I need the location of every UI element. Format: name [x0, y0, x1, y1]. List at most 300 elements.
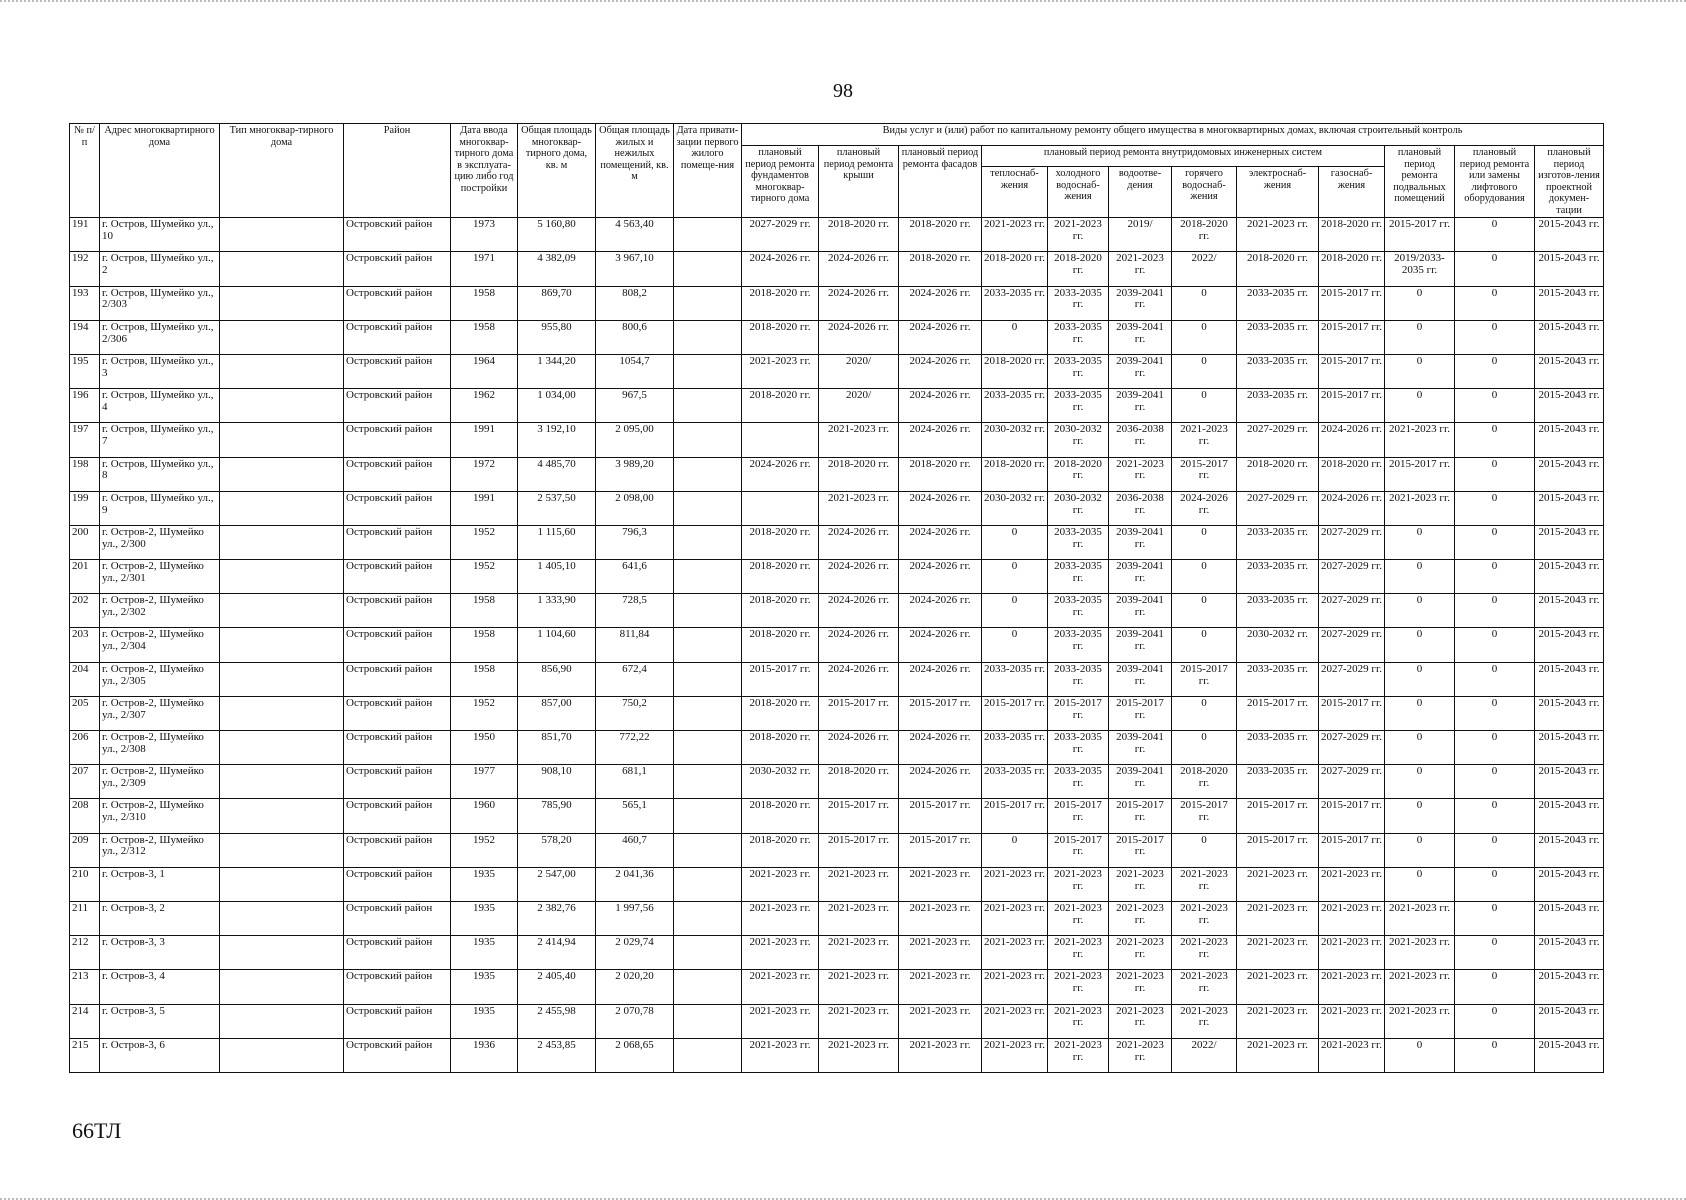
cell-type — [220, 799, 344, 833]
cell-address: г. Остров, Шумейко ул., 2/306 — [100, 320, 220, 354]
cell-sewerage: 2036-2038 гг. — [1109, 423, 1172, 457]
cell-elevator: 0 — [1455, 731, 1535, 765]
col-heating-header: теплоснаб-жения — [982, 167, 1048, 218]
cell-gas: 2027-2029 гг. — [1319, 731, 1385, 765]
cell-design-docs: 2015-2043 гг. — [1535, 696, 1604, 730]
cell-living-area: 772,22 — [596, 731, 674, 765]
cell-hot-water: 2018-2020 гг. — [1172, 218, 1237, 252]
col-sewerage-header: водоотве-дения — [1109, 167, 1172, 218]
col-address-header: Адрес многоквартирного дома — [100, 124, 220, 218]
cell-year: 1972 — [451, 457, 518, 491]
cell-type — [220, 901, 344, 935]
cell-facade: 2021-2023 гг. — [899, 970, 982, 1004]
cell-facade: 2024-2026 гг. — [899, 662, 982, 696]
page-number: 98 — [833, 80, 853, 102]
cell-total-area: 2 405,40 — [518, 970, 596, 1004]
cell-privatization — [674, 628, 742, 662]
cell-basement: 0 — [1385, 799, 1455, 833]
cell-type — [220, 1038, 344, 1072]
cell-electric: 2015-2017 гг. — [1237, 799, 1319, 833]
cell-sewerage: 2021-2023 гг. — [1109, 252, 1172, 286]
cell-facade: 2021-2023 гг. — [899, 901, 982, 935]
cell-electric: 2033-2035 гг. — [1237, 389, 1319, 423]
cell-design-docs: 2015-2043 гг. — [1535, 457, 1604, 491]
cell-heating: 2033-2035 гг. — [982, 286, 1048, 320]
cell-district: Островский район — [344, 525, 451, 559]
cell-basement: 0 — [1385, 662, 1455, 696]
cell-basement: 0 — [1385, 1038, 1455, 1072]
cell-year: 1952 — [451, 525, 518, 559]
cell-elevator: 0 — [1455, 628, 1535, 662]
table-row — [70, 1004, 1604, 1038]
cell-design-docs: 2015-2043 гг. — [1535, 936, 1604, 970]
cell-cold-water: 2033-2035 гг. — [1048, 628, 1109, 662]
cell-design-docs: 2015-2043 гг. — [1535, 662, 1604, 696]
cell-num: 193 — [70, 286, 100, 320]
cell-elevator: 0 — [1455, 560, 1535, 594]
cell-sewerage: 2021-2023 гг. — [1109, 901, 1172, 935]
cell-basement: 0 — [1385, 594, 1455, 628]
cell-privatization — [674, 901, 742, 935]
cell-electric: 2015-2017 гг. — [1237, 696, 1319, 730]
cell-num: 195 — [70, 354, 100, 388]
cell-total-area: 2 453,85 — [518, 1038, 596, 1072]
cell-hot-water: 2021-2023 гг. — [1172, 867, 1237, 901]
cell-num: 203 — [70, 628, 100, 662]
table-row — [70, 525, 1604, 559]
cell-living-area: 800,6 — [596, 320, 674, 354]
cell-district: Островский район — [344, 936, 451, 970]
table-row — [70, 867, 1604, 901]
cell-total-area: 4 485,70 — [518, 457, 596, 491]
cell-facade: 2015-2017 гг. — [899, 799, 982, 833]
cell-year: 1971 — [451, 252, 518, 286]
cell-gas: 2024-2026 гг. — [1319, 423, 1385, 457]
cell-gas: 2027-2029 гг. — [1319, 594, 1385, 628]
cell-hot-water: 0 — [1172, 560, 1237, 594]
cell-year: 1964 — [451, 354, 518, 388]
cell-living-area: 2 070,78 — [596, 1004, 674, 1038]
cell-sewerage: 2021-2023 гг. — [1109, 867, 1172, 901]
col-gas-header: газоснаб-жения — [1319, 167, 1385, 218]
cell-living-area: 967,5 — [596, 389, 674, 423]
cell-sewerage: 2021-2023 гг. — [1109, 936, 1172, 970]
table-row — [70, 286, 1604, 320]
cell-facade: 2024-2026 гг. — [899, 423, 982, 457]
cell-foundation: 2018-2020 гг. — [742, 594, 819, 628]
cell-type — [220, 286, 344, 320]
cell-cold-water: 2033-2035 гг. — [1048, 525, 1109, 559]
table-row — [70, 320, 1604, 354]
cell-year: 1958 — [451, 286, 518, 320]
cell-heating: 2021-2023 гг. — [982, 1038, 1048, 1072]
cell-district: Островский район — [344, 423, 451, 457]
cell-electric: 2015-2017 гг. — [1237, 833, 1319, 867]
cell-elevator: 0 — [1455, 696, 1535, 730]
cell-design-docs: 2015-2043 гг. — [1535, 1004, 1604, 1038]
cell-gas: 2021-2023 гг. — [1319, 867, 1385, 901]
table-row — [70, 696, 1604, 730]
cell-total-area: 2 455,98 — [518, 1004, 596, 1038]
cell-foundation: 2021-2023 гг. — [742, 1038, 819, 1072]
cell-electric: 2033-2035 гг. — [1237, 765, 1319, 799]
cell-type — [220, 457, 344, 491]
cell-sewerage: 2039-2041 гг. — [1109, 320, 1172, 354]
cell-living-area: 1054,7 — [596, 354, 674, 388]
cell-heating: 2015-2017 гг. — [982, 696, 1048, 730]
cell-sewerage: 2039-2041 гг. — [1109, 628, 1172, 662]
cell-num: 212 — [70, 936, 100, 970]
cell-basement: 0 — [1385, 389, 1455, 423]
cell-facade: 2024-2026 гг. — [899, 525, 982, 559]
cell-year: 1977 — [451, 765, 518, 799]
cell-address: г. Остров-3, 5 — [100, 1004, 220, 1038]
col-cold-water-header: холодного водоснаб-жения — [1048, 167, 1109, 218]
cell-elevator: 0 — [1455, 286, 1535, 320]
cell-type — [220, 320, 344, 354]
table-row — [70, 389, 1604, 423]
cell-gas: 2027-2029 гг. — [1319, 765, 1385, 799]
cell-district: Островский район — [344, 1004, 451, 1038]
col-roof-header: плановый период ремонта крыши — [819, 146, 899, 218]
cell-living-area: 796,3 — [596, 525, 674, 559]
cell-gas: 2027-2029 гг. — [1319, 628, 1385, 662]
cell-cold-water: 2018-2020 гг. — [1048, 457, 1109, 491]
cell-foundation: 2024-2026 гг. — [742, 252, 819, 286]
cell-num: 194 — [70, 320, 100, 354]
cell-district: Островский район — [344, 628, 451, 662]
cell-roof: 2020/ — [819, 389, 899, 423]
cell-roof: 2024-2026 гг. — [819, 628, 899, 662]
table-row — [70, 799, 1604, 833]
cell-foundation: 2018-2020 гг. — [742, 799, 819, 833]
cell-facade: 2024-2026 гг. — [899, 389, 982, 423]
cell-gas: 2021-2023 гг. — [1319, 970, 1385, 1004]
cell-gas: 2027-2029 гг. — [1319, 560, 1385, 594]
cell-type — [220, 696, 344, 730]
cell-hot-water: 2022/ — [1172, 1038, 1237, 1072]
cell-address: г. Остров-2, Шумейко ул., 2/309 — [100, 765, 220, 799]
cell-type — [220, 628, 344, 662]
cell-foundation: 2021-2023 гг. — [742, 936, 819, 970]
cell-privatization — [674, 662, 742, 696]
cell-address: г. Остров-2, Шумейко ул., 2/310 — [100, 799, 220, 833]
cell-type — [220, 560, 344, 594]
cell-electric: 2030-2032 гг. — [1237, 628, 1319, 662]
cell-basement: 0 — [1385, 320, 1455, 354]
cell-heating: 2021-2023 гг. — [982, 867, 1048, 901]
cell-year: 1962 — [451, 389, 518, 423]
cell-year: 1952 — [451, 833, 518, 867]
col-design-docs-header: плановый период изготов-ления проектной докумен-тации — [1535, 146, 1604, 218]
cell-hot-water: 0 — [1172, 696, 1237, 730]
cell-sewerage: 2039-2041 гг. — [1109, 765, 1172, 799]
cell-hot-water: 0 — [1172, 594, 1237, 628]
cell-elevator: 0 — [1455, 799, 1535, 833]
cell-design-docs: 2015-2043 гг. — [1535, 731, 1604, 765]
cell-foundation: 2021-2023 гг. — [742, 901, 819, 935]
cell-num: 213 — [70, 970, 100, 1004]
cell-roof: 2021-2023 гг. — [819, 1004, 899, 1038]
capital-repair-table — [69, 123, 1604, 1073]
table-row — [70, 765, 1604, 799]
cell-elevator: 0 — [1455, 765, 1535, 799]
cell-elevator: 0 — [1455, 389, 1535, 423]
cell-num: 197 — [70, 423, 100, 457]
cell-design-docs: 2015-2043 гг. — [1535, 252, 1604, 286]
scan-edge-top — [0, 0, 1686, 6]
cell-cold-water: 2021-2023 гг. — [1048, 1004, 1109, 1038]
cell-type — [220, 936, 344, 970]
cell-foundation: 2018-2020 гг. — [742, 833, 819, 867]
cell-roof: 2021-2023 гг. — [819, 491, 899, 525]
cell-address: г. Остров-2, Шумейко ул., 2/312 — [100, 833, 220, 867]
cell-cold-water: 2021-2023 гг. — [1048, 970, 1109, 1004]
cell-design-docs: 2015-2043 гг. — [1535, 560, 1604, 594]
cell-total-area: 1 333,90 — [518, 594, 596, 628]
cell-hot-water: 2021-2023 гг. — [1172, 901, 1237, 935]
cell-address: г. Остров, Шумейко ул., 7 — [100, 423, 220, 457]
cell-gas: 2024-2026 гг. — [1319, 491, 1385, 525]
cell-elevator: 0 — [1455, 525, 1535, 559]
cell-total-area: 4 382,09 — [518, 252, 596, 286]
cell-type — [220, 731, 344, 765]
cell-heating: 2021-2023 гг. — [982, 218, 1048, 252]
cell-privatization — [674, 525, 742, 559]
cell-hot-water: 0 — [1172, 731, 1237, 765]
cell-gas: 2018-2020 гг. — [1319, 252, 1385, 286]
col-hot-water-header: горячего водоснаб-жения — [1172, 167, 1237, 218]
cell-foundation: 2015-2017 гг. — [742, 662, 819, 696]
cell-num: 198 — [70, 457, 100, 491]
cell-elevator: 0 — [1455, 252, 1535, 286]
cell-heating: 2030-2032 гг. — [982, 491, 1048, 525]
cell-foundation: 2027-2029 гг. — [742, 218, 819, 252]
table-row — [70, 936, 1604, 970]
cell-roof: 2021-2023 гг. — [819, 1038, 899, 1072]
cell-total-area: 1 344,20 — [518, 354, 596, 388]
cell-heating: 0 — [982, 594, 1048, 628]
cell-address: г. Остров-3, 6 — [100, 1038, 220, 1072]
cell-year: 1935 — [451, 936, 518, 970]
cell-heating: 0 — [982, 560, 1048, 594]
cell-total-area: 955,80 — [518, 320, 596, 354]
cell-privatization — [674, 594, 742, 628]
cell-elevator: 0 — [1455, 662, 1535, 696]
cell-hot-water: 2018-2020 гг. — [1172, 765, 1237, 799]
cell-living-area: 460,7 — [596, 833, 674, 867]
cell-type — [220, 970, 344, 1004]
cell-electric: 2021-2023 гг. — [1237, 867, 1319, 901]
cell-electric: 2018-2020 гг. — [1237, 457, 1319, 491]
cell-design-docs: 2015-2043 гг. — [1535, 765, 1604, 799]
cell-cold-water: 2033-2035 гг. — [1048, 560, 1109, 594]
table-row — [70, 731, 1604, 765]
cell-privatization — [674, 765, 742, 799]
cell-address: г. Остров, Шумейко ул., 4 — [100, 389, 220, 423]
cell-cold-water: 2030-2032 гг. — [1048, 423, 1109, 457]
cell-design-docs: 2015-2043 гг. — [1535, 970, 1604, 1004]
cell-design-docs: 2015-2043 гг. — [1535, 320, 1604, 354]
cell-year: 1935 — [451, 901, 518, 935]
cell-electric: 2021-2023 гг. — [1237, 901, 1319, 935]
cell-facade: 2021-2023 гг. — [899, 1004, 982, 1038]
cell-heating: 0 — [982, 628, 1048, 662]
cell-basement: 2021-2023 гг. — [1385, 936, 1455, 970]
table-row — [70, 833, 1604, 867]
cell-privatization — [674, 252, 742, 286]
col-foundation-header: плановый период ремонта фундаментов многоквар-тирного дома — [742, 146, 819, 218]
cell-cold-water: 2018-2020 гг. — [1048, 252, 1109, 286]
cell-facade: 2024-2026 гг. — [899, 765, 982, 799]
cell-living-area: 2 041,36 — [596, 867, 674, 901]
cell-design-docs: 2015-2043 гг. — [1535, 389, 1604, 423]
cell-living-area: 2 098,00 — [596, 491, 674, 525]
cell-gas: 2015-2017 гг. — [1319, 354, 1385, 388]
cell-elevator: 0 — [1455, 594, 1535, 628]
cell-basement: 2021-2023 гг. — [1385, 901, 1455, 935]
cell-electric: 2021-2023 гг. — [1237, 218, 1319, 252]
table-row — [70, 970, 1604, 1004]
cell-total-area: 578,20 — [518, 833, 596, 867]
cell-foundation — [742, 491, 819, 525]
cell-type — [220, 594, 344, 628]
cell-total-area: 5 160,80 — [518, 218, 596, 252]
cell-basement: 0 — [1385, 731, 1455, 765]
cell-basement: 0 — [1385, 354, 1455, 388]
cell-living-area: 808,2 — [596, 286, 674, 320]
cell-cold-water: 2021-2023 гг. — [1048, 901, 1109, 935]
cell-electric: 2033-2035 гг. — [1237, 560, 1319, 594]
table-row — [70, 491, 1604, 525]
cell-elevator: 0 — [1455, 457, 1535, 491]
cell-total-area: 2 537,50 — [518, 491, 596, 525]
cell-heating: 2033-2035 гг. — [982, 662, 1048, 696]
cell-privatization — [674, 218, 742, 252]
cell-privatization — [674, 286, 742, 320]
table-row — [70, 457, 1604, 491]
cell-privatization — [674, 970, 742, 1004]
cell-living-area: 2 020,20 — [596, 970, 674, 1004]
cell-address: г. Остров, Шумейко ул., 10 — [100, 218, 220, 252]
cell-roof: 2024-2026 гг. — [819, 560, 899, 594]
cell-type — [220, 765, 344, 799]
cell-district: Островский район — [344, 867, 451, 901]
cell-sewerage: 2039-2041 гг. — [1109, 354, 1172, 388]
col-electric-header: электроснаб-жения — [1237, 167, 1319, 218]
cell-electric: 2033-2035 гг. — [1237, 525, 1319, 559]
cell-roof: 2015-2017 гг. — [819, 799, 899, 833]
table-row — [70, 354, 1604, 388]
cell-elevator: 0 — [1455, 423, 1535, 457]
cell-type — [220, 525, 344, 559]
cell-num: 199 — [70, 491, 100, 525]
cell-address: г. Остров-2, Шумейко ул., 2/300 — [100, 525, 220, 559]
cell-sewerage: 2039-2041 гг. — [1109, 594, 1172, 628]
cell-basement: 2019/2033-2035 гг. — [1385, 252, 1455, 286]
cell-elevator: 0 — [1455, 970, 1535, 1004]
cell-heating: 2030-2032 гг. — [982, 423, 1048, 457]
cell-facade: 2024-2026 гг. — [899, 628, 982, 662]
table-row — [70, 901, 1604, 935]
footer-code: 66ТЛ — [72, 1118, 122, 1143]
cell-sewerage: 2039-2041 гг. — [1109, 560, 1172, 594]
cell-basement: 0 — [1385, 867, 1455, 901]
cell-elevator: 0 — [1455, 218, 1535, 252]
cell-gas: 2021-2023 гг. — [1319, 901, 1385, 935]
cell-district: Островский район — [344, 765, 451, 799]
cell-type — [220, 867, 344, 901]
col-elevator-header: плановый период ремонта или замены лифтового оборудования — [1455, 146, 1535, 218]
cell-type — [220, 354, 344, 388]
cell-hot-water: 0 — [1172, 389, 1237, 423]
cell-gas: 2015-2017 гг. — [1319, 833, 1385, 867]
cell-hot-water: 2024-2026 гг. — [1172, 491, 1237, 525]
cell-living-area: 2 095,00 — [596, 423, 674, 457]
cell-type — [220, 218, 344, 252]
cell-design-docs: 2015-2043 гг. — [1535, 867, 1604, 901]
table-row — [70, 560, 1604, 594]
cell-roof: 2024-2026 гг. — [819, 320, 899, 354]
cell-gas: 2018-2020 гг. — [1319, 218, 1385, 252]
cell-type — [220, 491, 344, 525]
cell-heating: 2018-2020 гг. — [982, 354, 1048, 388]
cell-elevator: 0 — [1455, 491, 1535, 525]
cell-total-area: 2 547,00 — [518, 867, 596, 901]
cell-sewerage: 2015-2017 гг. — [1109, 833, 1172, 867]
cell-design-docs: 2015-2043 гг. — [1535, 1038, 1604, 1072]
cell-design-docs: 2015-2043 гг. — [1535, 833, 1604, 867]
cell-num: 208 — [70, 799, 100, 833]
cell-num: 214 — [70, 1004, 100, 1038]
cell-design-docs: 2015-2043 гг. — [1535, 799, 1604, 833]
cell-num: 200 — [70, 525, 100, 559]
cell-cold-water: 2021-2023 гг. — [1048, 936, 1109, 970]
cell-heating: 2033-2035 гг. — [982, 731, 1048, 765]
cell-num: 192 — [70, 252, 100, 286]
cell-hot-water: 2021-2023 гг. — [1172, 1004, 1237, 1038]
cell-roof: 2024-2026 гг. — [819, 252, 899, 286]
cell-sewerage: 2039-2041 гг. — [1109, 286, 1172, 320]
cell-basement: 0 — [1385, 628, 1455, 662]
cell-district: Островский район — [344, 457, 451, 491]
cell-gas: 2015-2017 гг. — [1319, 799, 1385, 833]
cell-district: Островский район — [344, 799, 451, 833]
cell-year: 1973 — [451, 218, 518, 252]
cell-heating: 2015-2017 гг. — [982, 799, 1048, 833]
cell-facade: 2024-2026 гг. — [899, 594, 982, 628]
works-group-header: Виды услуг и (или) работ по капитальному ремонту общего имущества в многоквартирных домах, включая строительный контроль — [742, 124, 1604, 146]
cell-living-area: 641,6 — [596, 560, 674, 594]
cell-address: г. Остров-2, Шумейко ул., 2/304 — [100, 628, 220, 662]
cell-foundation: 2024-2026 гг. — [742, 457, 819, 491]
cell-heating: 2018-2020 гг. — [982, 457, 1048, 491]
cell-living-area: 750,2 — [596, 696, 674, 730]
cell-basement: 2021-2023 гг. — [1385, 423, 1455, 457]
cell-basement: 0 — [1385, 696, 1455, 730]
cell-num: 201 — [70, 560, 100, 594]
col-type-header: Тип многоквар-тирного дома — [220, 124, 344, 218]
cell-facade: 2015-2017 гг. — [899, 696, 982, 730]
cell-design-docs: 2015-2043 гг. — [1535, 218, 1604, 252]
cell-living-area: 811,84 — [596, 628, 674, 662]
cell-hot-water: 0 — [1172, 628, 1237, 662]
cell-foundation: 2021-2023 гг. — [742, 970, 819, 1004]
cell-num: 210 — [70, 867, 100, 901]
cell-roof: 2021-2023 гг. — [819, 970, 899, 1004]
cell-cold-water: 2033-2035 гг. — [1048, 731, 1109, 765]
cell-heating: 2021-2023 гг. — [982, 936, 1048, 970]
